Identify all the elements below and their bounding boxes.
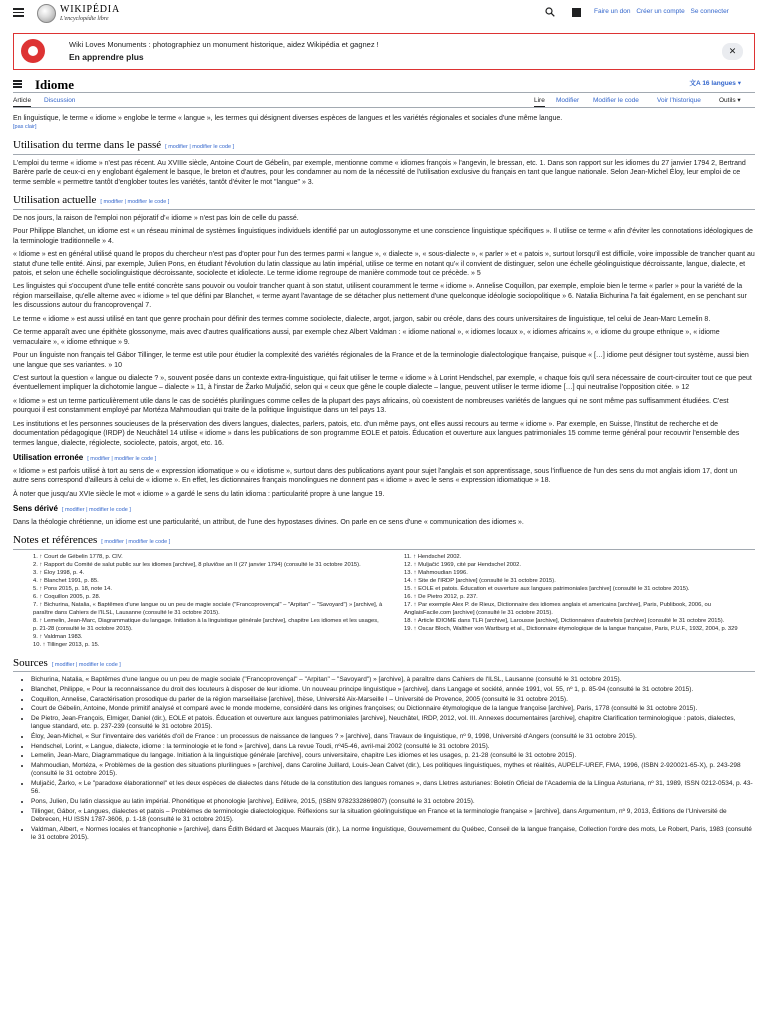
- tab-history[interactable]: Voir l'historique: [657, 97, 701, 104]
- source-item: • Tillinger, Gábor, « Langues, dialectes et patois – Problèmes de terminologie dialectologique. Réflexions sur la situation géolinguistique en France et la terminologie française » [archive], dans Argumentum, nº 9, 2013, Éditions de l'Université de Debrecen, HU ISSN 1787-3606, p. 1-18 (consulté le 31 octobre 2015).: [31, 808, 755, 825]
- tab-edit[interactable]: Modifier: [556, 97, 580, 104]
- reference-item: 2. ↑ Rapport du Comité de salut public sur les idiomes [archive], 8 pluviôse an II (27 janvier 1794) (consulté le 31 octobre 2015).: [33, 562, 361, 569]
- section-heading-past: [13, 138, 755, 155]
- source-item: • Valdman, Albert, « Normes locales et francophonie » [archive], dans Édith Bédard et Jacques Maurais (dir.), La norme linguistique, Gouvernement du Québec, Conseil de la langue française, Collection l'ordre des mots, Le Robert, Paris, 1983 (consulté le 31 octobre 2015).: [31, 826, 755, 843]
- page-title: Idiome: [35, 77, 74, 92]
- tab-read[interactable]: Lire: [534, 97, 545, 107]
- source-item: • Court de Gébelin, Antoine, Monde primitif analysé et comparé avec le monde moderne, considéré dans les origines françoises; ou Dictionnaire étymologique de la langue françoise [archive], Paris, 1778 (consulté le 31 octobre 2015).: [31, 705, 755, 714]
- edit-section-link[interactable]: [ modifier | modifier le code ]: [101, 539, 171, 546]
- references-list: [13, 554, 755, 649]
- page-tabs: [13, 96, 755, 108]
- appearance-icon[interactable]: [572, 8, 581, 17]
- paragraph: Pour un linguiste non français tel Gábor Tillinger, le terme est utile pour étudier la complexité des variétés régionales de la France et de la terminologie dialectologique française, puisque « […] idiome peut désigner tout système, aussi bien une langue que ses variantes. » 10: [13, 352, 749, 369]
- subsection-heading-erroneous: [13, 453, 755, 464]
- section-title: Utilisation actuelle: [13, 194, 97, 207]
- sources-items: [13, 676, 755, 842]
- tab-tools[interactable]: Outils ▾: [719, 97, 741, 104]
- source-item: • Éloy, Jean-Michel, « Sur l'inventaire des variétés d'oïl de France : un processus de naissance de langues ? » [archive], dans Travaux de linguistique, nº 9, 1998, Université d'Angers (consulté le 31 octobre 2015).: [31, 733, 755, 742]
- source-item: • Lemelin, Jean-Marc, Diagrammatique du langage. Initiation à la linguistique générale [archive], cours universitaire, chapitre Les idiomes et les usages, p. 21-28 (consulté le 31 octobre 2015).: [31, 752, 755, 761]
- personal-tools: [594, 8, 733, 17]
- language-selector-button[interactable]: 文A 16 langues ▾: [689, 80, 741, 87]
- tab-article[interactable]: Article: [13, 97, 31, 107]
- banner-message: Wiki Loves Monuments : photographiez un monument historique, aidez Wikipédia et gagnez !: [69, 40, 379, 49]
- edit-section-link[interactable]: [ modifier | modifier le code ]: [61, 507, 131, 514]
- table-of-contents-icon[interactable]: [13, 80, 22, 88]
- edit-section-link[interactable]: [ modifier | modifier le code ]: [165, 143, 235, 150]
- reference-item: 10. ↑ Tillinger 2013, p. 15.: [33, 641, 100, 648]
- paragraph: Dans la théologie chrétienne, un idiome est une particularité, un attribut, de l'une des hypostases divines. On parle en ce sens d'une « communication des idiomes ».: [13, 518, 524, 526]
- paragraph: L'emploi du terme « idiome » n'est pas récent. Au XVIIIe siècle, Antoine Court de Gébelin, par exemple, mentionne comme « idiomes françois » l'angevin, le bressan, etc. 1. Dans son rapport sur les idiomes du 27 janvier 1794 2, Bertrand Barère parle de ceux-ci en y englobant également le basque, le breton et d'autres, pour les condamner au nom de la nécessité de l'utilisation exclusive du français en tant que langue nationale. Selon Jean-Michel Éloy, leur emploi de ce terme semble « permettre tantôt d'englober toutes les variétés, tantôt d'éviter le mot "langue" » 3.: [13, 159, 746, 186]
- wikipedia-logo-icon[interactable]: [37, 4, 56, 23]
- source-item: • Hendschel, Lorint, « Langue, dialecte, idiome : la terminologie et le fond » [archive], dans La revue Toudi, nº45-46, avril-mai 2002 (consulté le 31 octobre 2015).: [31, 743, 755, 752]
- wiki-loves-monuments-logo-icon: [21, 39, 45, 63]
- section-heading-sources: [13, 656, 755, 673]
- references-column-left: [13, 554, 384, 649]
- tab-discussion[interactable]: Discussion: [44, 97, 76, 104]
- reference-item: 17. ↑ Par exemple Alex P. de Rieux, Dictionnaire des idiomes anglais et americains [archive], Paris, Publibook, 2006, ou AnglaisFacile.com [archive] (consulté le 31 octobre 2015).: [404, 602, 711, 616]
- references-column-right: [384, 554, 755, 649]
- source-item: • Mahmoudian, Mortéza, « Problèmes de la gestion des situations plurilingues » [archive], dans Caroline Juillard, Louis-Jean Calvet (dir.), Les politiques linguistiques, mythes et réalités, AUPELF-UREF, FMA, 1996, (ISBN 2-920021-65-X), p. 243-298 (consulté le 31 octobre 2015).: [31, 762, 755, 779]
- section-heading-current: [13, 193, 755, 210]
- tab-edit-source[interactable]: Modifier le code: [593, 97, 639, 104]
- login-link[interactable]: Se connecter: [690, 8, 729, 15]
- title-bar: [13, 76, 755, 93]
- paragraph: Les linguistes qui s'occupent d'une telle entité concrète sans pouvoir ou vouloir trancher quant à son statut, utilisent couramment le terme « idiome ». Annelise Coquillon, par exemple, emploie bien le terme « parler » pour la variété de la région marseillaise, qu'elle alterne avec « idiome » tel que défini par Blanchet, « terme ayant l'avantage de se détacher plus nettement d'une quelconque idéologie sociopolitique » 6. Natalia Bichurina l'a fait également, en se penchant sur les discussions autour du francoprovençal 7.: [13, 283, 747, 310]
- paragraph: « Idiome » est un terme particulièrement utile dans le cas de sociétés plurilingues comme celles de la plupart des pays africains, où coexistent de nombreuses variétés de langues qui ne sont même pas suffisamment étudiées. C'est pourquoi il est constamment employé par Mortéza Mahmoudian qui traite de la politique linguistique dans un tel pays 13.: [13, 397, 729, 415]
- reference-item: 11. ↑ Hendschel 2002.: [404, 554, 462, 561]
- paragraph: Ce terme apparaît avec une épithète glossonyme, mais avec d'autres qualifications aussi, par exemple chez Albert Valdman : « idiome national », « idiomes locaux », « idiomes africains », « idiome du groupe ethnique », « idiome vernaculaire », « idiome ethnique » 9.: [13, 329, 720, 346]
- reference-item: 6. ↑ Coquillon 2005, p. 28.: [33, 594, 101, 601]
- subsection-title: Utilisation erronée: [13, 453, 84, 463]
- reference-item: 8. ↑ Lemelin, Jean-Marc, Diagrammatique du langage. Initiation à la linguistique générale [archive], chapitre Les idiomes et les usages, p. 21-28 (consulté le 31 octobre 2015).: [33, 617, 379, 632]
- site-header: [0, 0, 768, 28]
- section-title: Sources: [13, 656, 48, 669]
- edit-section-link[interactable]: [ modifier | modifier le code ]: [100, 199, 170, 206]
- reference-item: 15. ↑ EOLE et patois. Éducation et ouverture aux langues patrimoniales [archive] (consulté le 31 octobre 2015).: [404, 586, 690, 593]
- subsection-title: Sens dérivé: [13, 504, 58, 514]
- reference-item: 4. ↑ Blanchet 1991, p. 85.: [33, 578, 99, 585]
- tab-tools-label: Outils: [719, 97, 736, 104]
- source-item: • Muljačić, Žarko, « Le "paradoxe élaborationnel" et les deux espèces de dialectes dans l'étude de la constitution des langues romanes », dans Lletres asturianes: Boletín Oficial de l'Academia de la Llingua Asturiana, nº 31, 1989, ISSN 0212-0534, p. 43-56.: [31, 780, 755, 797]
- paragraph: C'est surtout la question « langue ou dialecte ? », souvent posée dans un contexte extra-linguistique, qui fait utiliser le terme « idiome » à Lorint Hendschel, par exemple, « chaque fois qu'il sera nécessaire de court-circuiter tout ce que peut éventuellement impliquer la dichotomie langue – dialecte » 11, à l'instar de Žarko Muljačić, selon qui « ceux que gêne le couple dialecte – langue, peuvent utiliser le terme idiome […] qui neutralise l'opposition citée. » 12: [13, 374, 752, 392]
- source-item: • Coquillon, Annelise, Caractérisation prosodique du parler de la région marseillaise [archive], thèse, Université Aix-Marseille I – Université de Provence, 2005 (consulté le 31 octobre 2015).: [31, 696, 755, 705]
- reference-item: 16. ↑ De Pietro 2012, p. 237.: [404, 594, 478, 601]
- reference-item: 1. ↑ Court de Gébelin 1778, p. CIV.: [33, 554, 123, 561]
- paragraph: « Idiome » est parfois utilisé à tort au sens de « expression idiomatique » ou « idiotisme », surtout dans des publications ayant pour sujet l'anglais et son apprentissage, sous l'influence de l'un des sens du mot anglais idiom 17, dont un autre sens correspond d'ailleurs à celui de « idiome ». En effet, les dictionnaires français monolingues ne donnent pas « idiome » avec le sens « expression idiomatique » 18.: [13, 467, 738, 485]
- language-count: 16 langues: [702, 80, 736, 87]
- source-item: • Pons, Julien, Du latin classique au latin impérial. Phonétique et phonologie [archive], Edilivre, 2015, (ISBN 9782332869807) (consulté le 31 octobre 2015).: [31, 798, 755, 807]
- article-body: [13, 114, 755, 844]
- reference-item: 13. ↑ Mahmoudian 1996.: [404, 570, 468, 577]
- paragraph: Les institutions et les personnes soucieuses de la préservation des divers langues, dialectes, parlers, patois, etc. d'un même pays, ont elles aussi recours au terme « idiome ». Par exemple, en Suisse, l'Institut de recherche et de documentation pédagogique (IRDP) de Neuchâtel 14 utilise « idiome » dans les publications de son programme EOLE et patois. Éducation et ouverture aux langues patrimoniales 15 comme terme général pour recouvrir l'ensemble des termes langue, dialecte, régiolecte, sociolecte, patois, argot, etc. 16.: [13, 420, 740, 447]
- paragraph: Le terme « idiome » est aussi utilisé en tant que genre prochain pour définir des termes comme sociolecte, dialecte, argot, jargon, sabir ou créole, dans des cours universitaires de linguistique, tel celui de Jean-Marc Lemelin 8.: [13, 315, 711, 323]
- banner-close-button[interactable]: ✕: [722, 43, 743, 60]
- source-item: • Bichurina, Natalia, « Baptêmes d'une langue ou un peu de magie sociale ("Francoprovençal" – "Arpitan" – "Savoyard") » [archive], à paraître dans Cahiers de l'ILSL, Lausanne (consulté le 31 octobre 2015).: [31, 676, 755, 685]
- reference-item: 14. ↑ Site de l'IRDP [archive] (consulté le 31 octobre 2015).: [404, 578, 556, 585]
- logo-title: WIKIPÉDIA: [60, 4, 120, 15]
- paragraph: De nos jours, la raison de l'emploi non péjoratif d'« idiome » n'est pas loin de celle du passé.: [13, 214, 299, 222]
- section-title: Utilisation du terme dans le passé: [13, 138, 162, 151]
- donate-link[interactable]: Faire un don: [594, 8, 631, 15]
- reference-item: 12. ↑ Muljačić 1969, cité par Hendschel 2002.: [404, 562, 521, 569]
- reference-item: 7. ↑ Bichurina, Natalia, « Baptêmes d'une langue ou un peu de magie sociale ("Francoprovençal" – "Arpitan" – "Savoyard") » [archive], à paraître dans Cahiers de l'ILSL, Lausanne (consulté le 31 octobre 2015).: [33, 602, 383, 616]
- wikipedia-wordmark[interactable]: [60, 5, 120, 23]
- sources-list: [13, 676, 755, 842]
- search-icon[interactable]: [545, 7, 555, 17]
- subsection-heading-derived: [13, 504, 755, 515]
- reference-item: 5. ↑ Pons 2015, p. 18, note 14.: [33, 586, 112, 593]
- create-account-link[interactable]: Créer un compte: [636, 8, 685, 15]
- edit-section-link[interactable]: [ modifier | modifier le code ]: [51, 661, 121, 668]
- reference-item: 9. ↑ Valdman 1983.: [33, 633, 83, 640]
- source-item: • Blanchet, Philippe, « Pour la reconnaissance du droit des locuteurs à disposer de leur idiome. Un nouveau principe linguistique » [archive], dans Langage et société, année 1991, vol. 55, nº 1, p. 85-94 (consulté le 31 octobre 2015).: [31, 686, 755, 695]
- reference-item: 3. ↑ Éloy 1998, p. 4.: [33, 570, 85, 577]
- reference-item: 19. ↑ Oscar Bloch, Walther von Wartburg et al., Dictionnaire étymologique de la langue française, Paris, P.U.F., 1932, 2004, p. 329: [404, 626, 738, 633]
- logo-tagline: L'encyclopédie libre: [60, 16, 109, 22]
- section-heading-notes: [13, 533, 755, 550]
- intro-paragraph: En linguistique, le terme « idiome » englobe le terme « langue », les termes qui désignent diverses espèces de langues et les variétés régionales et sociales d'une même langue.: [13, 115, 563, 122]
- source-item: • De Pietro, Jean-François, Elmiger, Daniel (dir.), EOLE et patois. Éducation et ouverture aux langues patrimoniales [archive], Neuchâtel, IRDP, 2012, vol. III. Annexes documentaires [archive], chapitre Clarification terminologique : patois, dialectes, langue standard, etc. p. 237-239 (consulté le 31 octobre 2015).: [31, 715, 755, 732]
- section-title: Notes et références: [13, 534, 98, 547]
- paragraph: Pour Philippe Blanchet, un idiome est « un réseau minimal de systèmes linguistiques individuels identifié par un autoglossonyme et une conscience linguistique spécifiques ». Il utilise ce terme « afin d'éviter les connotations idéologiques de la terminologie traditionnelle » 4.: [13, 228, 753, 245]
- main-menu-icon[interactable]: [13, 8, 24, 17]
- reference-item: 18. ↑ Article IDIOME dans TLFi [archive], Larousse [archive], Dictionnaires d'autrefois [archive] (consulté le 31 octobre 2015).: [404, 617, 725, 624]
- paragraph: « Idiome » est en général utilisé quand le propos du chercheur n'est pas d'opter pour l'un des termes parmi « langue », « dialecte », « sous-dialecte », « parler » et « patois », surtout lorsqu'il est difficile, voire impossible de trancher quant au statut d'une telle entité. Ainsi, par exemple, Julien Pons, en étudiant l'évolution du latin classique au latin impérial, utilise ce terme en notant qu'« il convient de distinguer, selon une échelle géolinguistique décroissante, langue, dialecte, et patois, et selon une échelle sociolinguistique décroissante, sociolecte et idiolecte. Le terme idiome regroupe de manière commode tout ce précède. » 5: [13, 251, 755, 278]
- banner-learn-more-link[interactable]: En apprendre plus: [69, 52, 144, 62]
- unclear-tag[interactable]: [pas clair]: [13, 124, 37, 131]
- edit-section-link[interactable]: [ modifier | modifier le code ]: [87, 456, 157, 463]
- paragraph: À noter que jusqu'au XVIe siècle le mot « idiome » a gardé le sens du latin idioma : particularité propre à une langue 19.: [13, 490, 385, 498]
- campaign-banner: [13, 33, 755, 70]
